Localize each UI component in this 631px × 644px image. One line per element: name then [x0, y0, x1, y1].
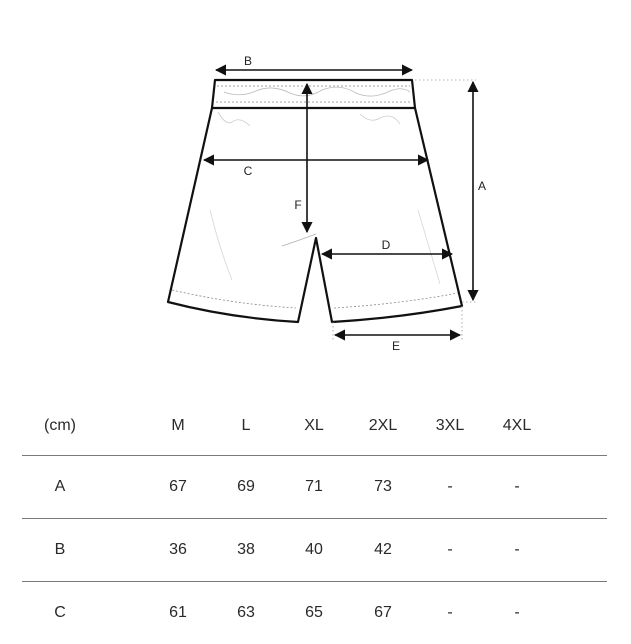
table-cell: - — [447, 478, 453, 495]
table-cell: - — [514, 478, 520, 495]
table-cell: 40 — [305, 541, 323, 558]
row-label: B — [54, 541, 66, 558]
table-row — [22, 455, 607, 518]
label-d: D — [381, 238, 391, 252]
stitching-detail — [172, 86, 458, 308]
label-b: B — [243, 54, 253, 68]
table-cell: 36 — [169, 541, 187, 558]
label-a: A — [477, 179, 487, 193]
table-cell: 42 — [374, 541, 392, 558]
table-row — [22, 518, 607, 581]
size-header-m: M — [171, 417, 185, 434]
label-f: F — [294, 198, 302, 212]
table-cell: 38 — [237, 541, 255, 558]
row-label: C — [54, 604, 66, 621]
table-cell: 63 — [237, 604, 255, 621]
table-cell: 69 — [237, 478, 255, 495]
size-header-3xl: 3XL — [435, 417, 465, 434]
table-cell: - — [447, 541, 453, 558]
table-cell: 65 — [305, 604, 323, 621]
shorts-outline — [168, 80, 462, 322]
table-cell: - — [514, 541, 520, 558]
table-cell: 67 — [374, 604, 392, 621]
label-e: E — [391, 339, 401, 353]
table-cell: 61 — [169, 604, 187, 621]
row-label: A — [54, 478, 66, 495]
table-cell: - — [514, 604, 520, 621]
table-cell: 73 — [374, 478, 392, 495]
label-c: C — [243, 164, 253, 178]
size-header-4xl: 4XL — [502, 417, 532, 434]
table-row — [22, 581, 607, 644]
table-cell: 67 — [169, 478, 187, 495]
size-header-xl: XL — [304, 417, 324, 434]
size-header-2xl: 2XL — [368, 417, 398, 434]
size-chart-table — [0, 395, 631, 644]
table-cell: 71 — [305, 478, 323, 495]
table-header-row — [0, 395, 631, 455]
measure-arrows — [204, 70, 473, 335]
guide-lines — [333, 80, 476, 342]
unit-label: (cm) — [44, 417, 76, 434]
size-header-l: L — [241, 417, 251, 434]
table-cell: - — [447, 604, 453, 621]
